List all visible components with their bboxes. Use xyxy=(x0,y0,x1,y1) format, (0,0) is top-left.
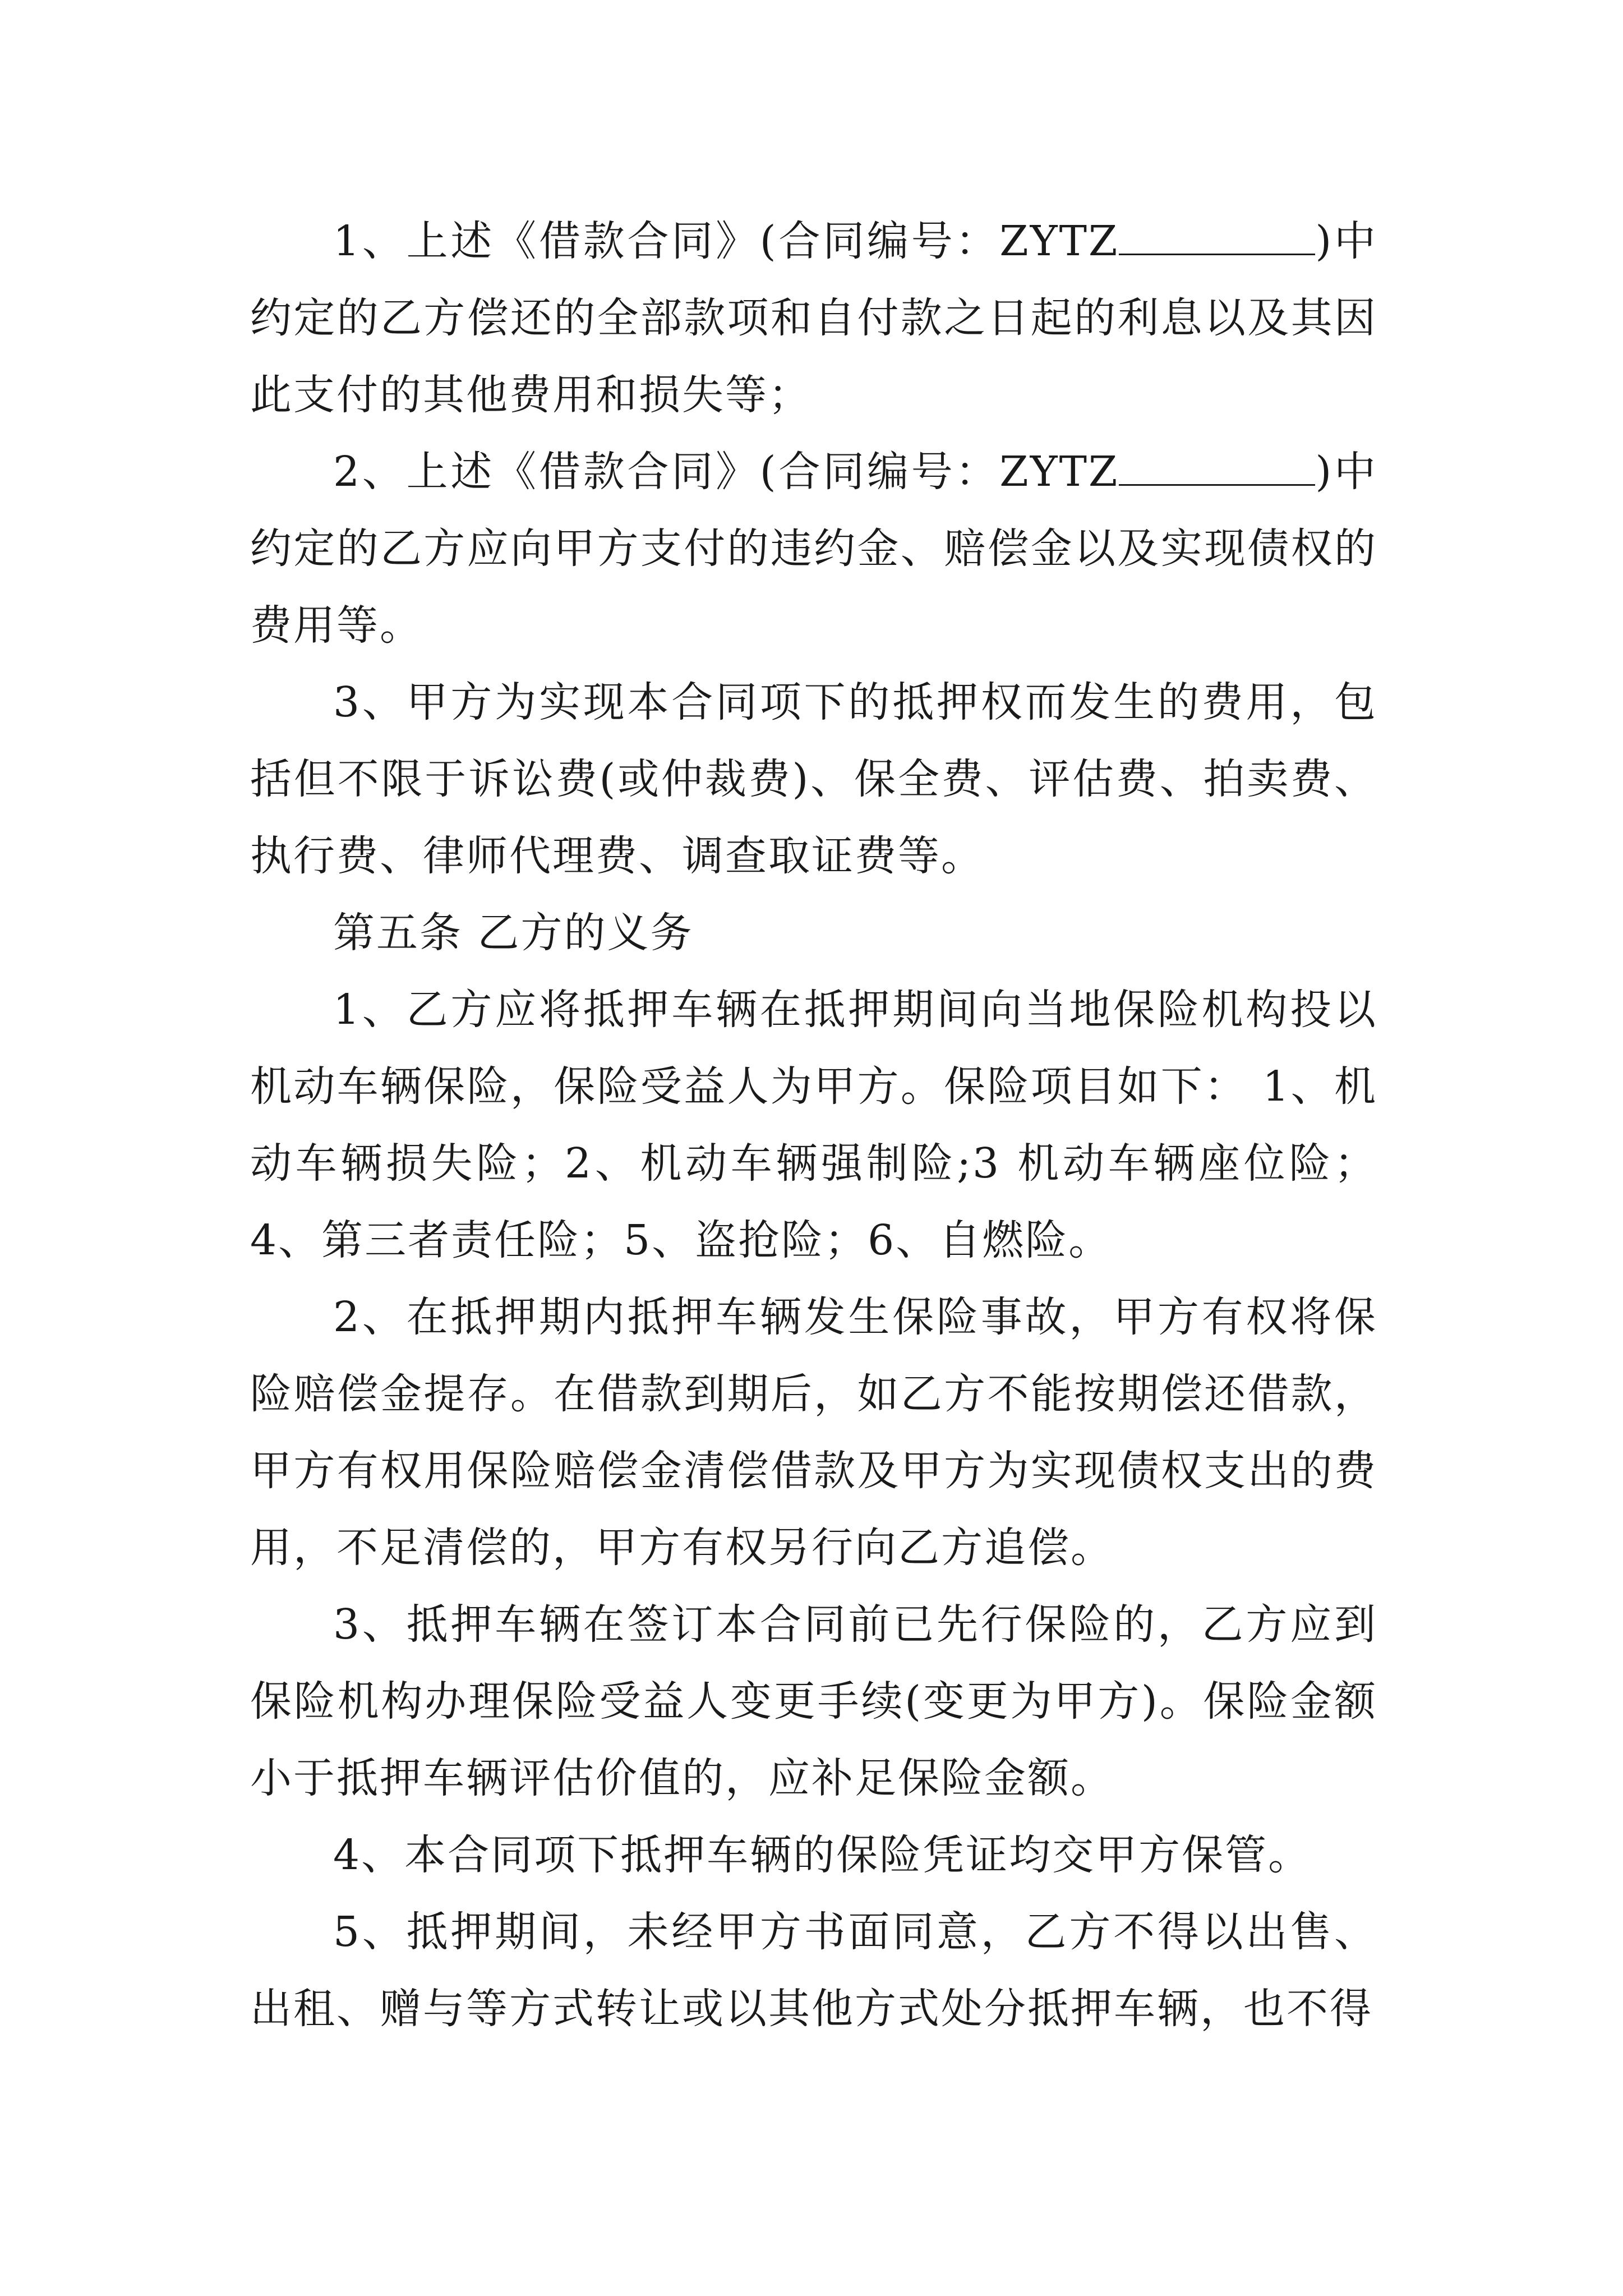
article-five-heading: 第五条 乙方的义务 xyxy=(333,909,694,957)
obligation-paragraph-4: 4、本合同项下抵押车辆的保险凭证均交甲方保管。 xyxy=(333,1831,1312,1879)
document-page xyxy=(250,203,1377,2047)
clause-1-text-before: 1、上述《借款合同》(合同编号：ZYTZ xyxy=(333,217,1119,265)
contract-number-blank xyxy=(1119,253,1315,255)
clause-2-text-after: )中约定的乙方应向甲方支付的违约金、赔偿金以及实现债权的费用等。 xyxy=(250,448,1378,650)
obligation-paragraph-1: 1、乙方应将抵押车辆在抵押期间向当地保险机构投以机动车辆保险，保险受益人为甲方。保险项目如下： 1、机动车辆损失险；2、机动车辆强制险;3 机动车辆座位险；4、第三者责任险；5、盗抢险；6、自燃险。 xyxy=(250,986,1377,1264)
clause-1-text-after: )中约定的乙方偿还的全部款项和自付款之日起的利息以及其因此支付的其他费用和损失等； xyxy=(250,217,1378,419)
obligation-paragraph-3: 3、抵押车辆在签订本合同前已先行保险的，乙方应到保险机构办理保险受益人变更手续(变更为甲方)。保险金额小于抵押车辆评估价值的，应补足保险金额。 xyxy=(250,1600,1377,1802)
obligation-paragraph-5: 5、抵押期间，未经甲方书面同意，乙方不得以出售、出租、赠与等方式转让或以其他方式处分抵押车辆，也不得 xyxy=(250,1908,1377,2033)
contract-number-blank xyxy=(1119,484,1315,486)
clause-2-text-before: 2、上述《借款合同》(合同编号：ZYTZ xyxy=(333,448,1119,496)
clause-paragraph-2 xyxy=(250,434,1377,664)
clause-paragraph-3: 3、甲方为实现本合同项下的抵押权而发生的费用，包括但不限于诉讼费(或仲裁费)、保全费、评估费、拍卖费、执行费、律师代理费、调查取证费等。 xyxy=(250,678,1377,880)
clause-paragraph-1 xyxy=(250,203,1377,434)
obligation-paragraph-2: 2、在抵押期内抵押车辆发生保险事故，甲方有权将保险赔偿金提存。在借款到期后，如乙方不能按期偿还借款，甲方有权用保险赔偿金清偿借款及甲方为实现债权支出的费用，不足清偿的，甲方有权另行向乙方追偿。 xyxy=(250,1293,1377,1572)
